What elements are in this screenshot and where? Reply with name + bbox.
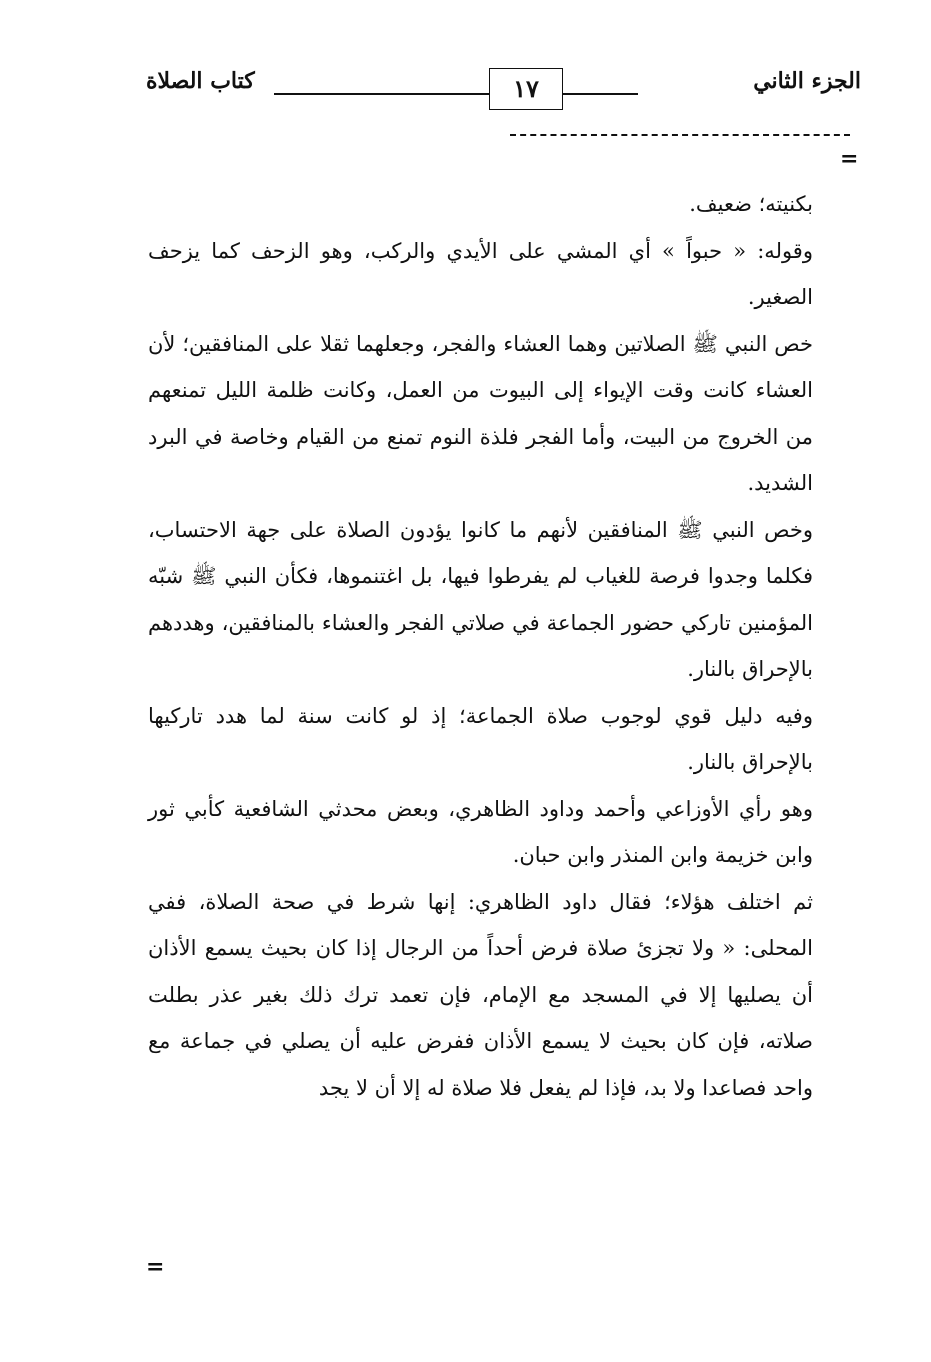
paragraph-2: وقوله: « حبواً » أي المشي على الأيدي والركب، وهو الزحف كما يزحف الصغير.	[148, 238, 813, 309]
paragraph-7: ثم اختلف هؤلاء؛ فقال داود الظاهري: إنها شرط في صحة الصلاة، ففي المحلى: « ولا تجزئ صلاة فرض أحداً من الرجال إذا كان بحيث يسمع الأذان أن يصليها إلا في المسجد مع الإمام، فإن تعمد ترك ذلك بغير عذر بطلت صلاته، فإن كان بحيث لا يسمع الأذان ففرض عليه أن يصلي في جماعة مع واحد فصاعدا ولا بد، فإذا لم يفعل فلا صلاة له إلا أن لا يجد	[148, 889, 813, 1100]
page-body	[148, 181, 813, 1111]
paragraph-1: بكنيته؛ ضعيف.	[689, 192, 813, 216]
continuation-mark-bottom: =	[146, 1254, 165, 1280]
paragraph-5: وفيه دليل قوي لوجوب صلاة الجماعة؛ إذ لو كانت سنة لما هدد تاركيها بالإحراق بالنار.	[148, 703, 813, 774]
volume-title: الجزء الثاني	[753, 68, 861, 94]
running-header	[146, 60, 861, 120]
header-dashed-rule	[510, 134, 850, 136]
header-rule	[274, 93, 638, 95]
paragraph-6: وهو رأي الأوزاعي وأحمد وداود الظاهري، وبعض محدثي الشافعية كأبي ثور وابن خزيمة وابن المنذر وابن حبان.	[148, 796, 813, 867]
paragraph-3: خص النبي ﷺ الصلاتين وهما العشاء والفجر، وجعلهما ثقلا على المنافقين؛ لأن العشاء كانت وقت الإيواء إلى البيوت من العمل، وكانت ظلمة الليل تمنعهم من الخروج من البيت، وأما الفجر فلذة النوم تمنع من القيام وخاصة في البرد الشديد.	[148, 331, 813, 495]
continuation-mark-top: =	[840, 146, 859, 172]
page-number: ١٧	[489, 68, 563, 110]
paragraph-4: وخص النبي ﷺ المنافقين لأنهم ما كانوا يؤدون الصلاة على جهة الاحتساب، فكلما وجدوا فرصة للغياب لم يفرطوا فيها، بل اغتنموها، فكأن النبي ﷺ شبّه المؤمنين تاركي حضور الجماعة في صلاتي الفجر والعشاء بالمنافقين، وهددهم بالإحراق بالنار.	[148, 517, 813, 681]
book-title: كتاب الصلاة	[146, 68, 255, 94]
